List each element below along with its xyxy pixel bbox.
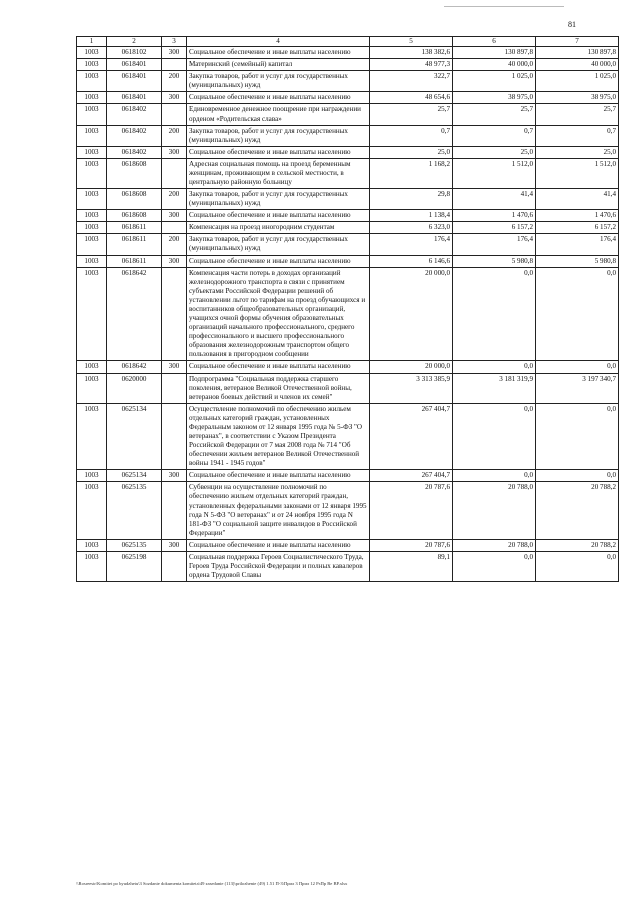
target-article-code: 0618611	[107, 234, 162, 255]
table-row	[77, 104, 619, 125]
description: Адресная социальная помощь на проезд беременным женщинам, проживающим в сельской местности, в центральную районную больницу	[187, 158, 370, 188]
top-rule	[444, 6, 564, 7]
expense-type-code: 200	[162, 234, 187, 255]
amount-col6: 1 512,0	[453, 158, 536, 188]
expense-type-code: 200	[162, 71, 187, 92]
amount-col7: 0,0	[536, 403, 619, 470]
expense-type-code	[162, 59, 187, 71]
description: Закупка товаров, работ и услуг для государственных (муниципальных) нужд	[187, 71, 370, 92]
amount-col5: 25,7	[370, 104, 453, 125]
amount-col5: 3 313 385,9	[370, 373, 453, 403]
amount-col6: 176,4	[453, 234, 536, 255]
amount-col5: 322,7	[370, 71, 453, 92]
amount-col7: 41,4	[536, 189, 619, 210]
section-code: 1003	[77, 267, 107, 361]
description: Социальное обеспечение и иные выплаты населению	[187, 146, 370, 158]
expense-type-code: 300	[162, 539, 187, 551]
amount-col6: 0,7	[453, 125, 536, 146]
description: Социальное обеспечение и иные выплаты населению	[187, 255, 370, 267]
section-code: 1003	[77, 470, 107, 482]
section-code: 1003	[77, 403, 107, 470]
amount-col5: 29,8	[370, 189, 453, 210]
expense-type-code: 300	[162, 92, 187, 104]
amount-col5: 6 146,6	[370, 255, 453, 267]
amount-col5: 138 382,6	[370, 47, 453, 59]
amount-col6: 0,0	[453, 267, 536, 361]
expense-type-code: 200	[162, 189, 187, 210]
description: Социальное обеспечение и иные выплаты населению	[187, 539, 370, 551]
table-row	[77, 92, 619, 104]
expense-type-code: 300	[162, 361, 187, 373]
expense-type-code: 300	[162, 470, 187, 482]
description: Социальное обеспечение и иные выплаты населению	[187, 47, 370, 59]
section-code: 1003	[77, 551, 107, 581]
amount-col5: 20 000,0	[370, 361, 453, 373]
expense-type-code	[162, 158, 187, 188]
expense-type-code	[162, 267, 187, 361]
amount-col7: 25,7	[536, 104, 619, 125]
section-code: 1003	[77, 92, 107, 104]
amount-col6: 0,0	[453, 361, 536, 373]
amount-col7: 130 897,8	[536, 47, 619, 59]
amount-col7: 20 788,2	[536, 539, 619, 551]
section-code: 1003	[77, 104, 107, 125]
amount-col6: 130 897,8	[453, 47, 536, 59]
target-article-code: 0625134	[107, 470, 162, 482]
expense-type-code	[162, 482, 187, 539]
amount-col5: 0,7	[370, 125, 453, 146]
table-row	[77, 234, 619, 255]
amount-col6: 3 181 319,9	[453, 373, 536, 403]
section-code: 1003	[77, 482, 107, 539]
amount-col6: 1 470,6	[453, 210, 536, 222]
expense-type-code	[162, 373, 187, 403]
target-article-code: 0618401	[107, 71, 162, 92]
description: Осуществление полномочий по обеспечению жильем отдельных категорий граждан, установленных Федеральным законом от 12 января 1995 года № 5-ФЗ "О ветеранах", в соответствии с Указом Президента Российской Федерации от 7 мая 2008 года № 714 "Об обеспечении жильем ветеранов Великой Отечественной войны 1941 - 1945 годов"	[187, 403, 370, 470]
amount-col7: 0,0	[536, 470, 619, 482]
amount-col7: 25,0	[536, 146, 619, 158]
amount-col7: 0,0	[536, 267, 619, 361]
table-row	[77, 255, 619, 267]
amount-col7: 5 980,8	[536, 255, 619, 267]
table-row	[77, 158, 619, 188]
amount-col5: 48 654,6	[370, 92, 453, 104]
table-row	[77, 482, 619, 539]
amount-col6: 41,4	[453, 189, 536, 210]
table-row	[77, 361, 619, 373]
section-code: 1003	[77, 373, 107, 403]
table-row	[77, 210, 619, 222]
column-header-2: 2	[107, 37, 162, 47]
amount-col7: 0,0	[536, 551, 619, 581]
amount-col6: 0,0	[453, 470, 536, 482]
section-code: 1003	[77, 71, 107, 92]
footer-file-path: \\Rosreestr\Komitet po byudzhetu\3 Sozdanie dokumenta komiteta\49 zasedanie (113)\prilozhenie (49) 1.51 П-3\Прил 3 Прил 12 РзПр Ве ВР.xlsx	[76, 881, 348, 886]
description: Социальное обеспечение и иные выплаты населению	[187, 210, 370, 222]
amount-col7: 3 197 340,7	[536, 373, 619, 403]
expense-type-code: 300	[162, 210, 187, 222]
section-code: 1003	[77, 59, 107, 71]
table-row	[77, 551, 619, 581]
target-article-code: 0618642	[107, 361, 162, 373]
table-row	[77, 222, 619, 234]
amount-col5: 1 168,2	[370, 158, 453, 188]
target-article-code: 0618608	[107, 189, 162, 210]
column-header-1: 1	[77, 37, 107, 47]
amount-col5: 20 787,6	[370, 539, 453, 551]
amount-col7: 1 025,0	[536, 71, 619, 92]
expense-type-code	[162, 222, 187, 234]
description: Закупка товаров, работ и услуг для государственных (муниципальных) нужд	[187, 234, 370, 255]
amount-col7: 6 157,2	[536, 222, 619, 234]
table-row	[77, 47, 619, 59]
amount-col7: 1 470,6	[536, 210, 619, 222]
amount-col5: 25,0	[370, 146, 453, 158]
target-article-code: 0618401	[107, 59, 162, 71]
amount-col6: 40 000,0	[453, 59, 536, 71]
column-header-7: 7	[536, 37, 619, 47]
amount-col7: 40 000,0	[536, 59, 619, 71]
description: Субвенции на осуществление полномочий по обеспечению жильем отдельных категорий граждан, установленных федеральными законами от 12 января 1995 года N 5-ФЗ "О ветеранах" и от 24 ноября 1995 года N 181-ФЗ "О социальной защите инвалидов в Российской Федерации"	[187, 482, 370, 539]
description: Социальное обеспечение и иные выплаты населению	[187, 470, 370, 482]
section-code: 1003	[77, 125, 107, 146]
description: Социальная поддержка Героев Социалистического Труда, Героев Труда Российской Федерации и полных кавалеров ордена Трудовой Славы	[187, 551, 370, 581]
amount-col7: 0,0	[536, 361, 619, 373]
table-row	[77, 71, 619, 92]
table-row	[77, 267, 619, 361]
description: Социальное обеспечение и иные выплаты населению	[187, 92, 370, 104]
table-row	[77, 125, 619, 146]
target-article-code: 0618608	[107, 210, 162, 222]
target-article-code: 0618401	[107, 92, 162, 104]
expense-type-code	[162, 551, 187, 581]
amount-col5: 6 323,0	[370, 222, 453, 234]
amount-col5: 176,4	[370, 234, 453, 255]
target-article-code: 0618608	[107, 158, 162, 188]
column-header-6: 6	[453, 37, 536, 47]
amount-col6: 20 788,0	[453, 539, 536, 551]
amount-col5: 20 000,0	[370, 267, 453, 361]
amount-col6: 0,0	[453, 551, 536, 581]
amount-col7: 0,7	[536, 125, 619, 146]
expense-type-code	[162, 104, 187, 125]
section-code: 1003	[77, 189, 107, 210]
target-article-code: 0618402	[107, 104, 162, 125]
table-row	[77, 539, 619, 551]
table-row	[77, 59, 619, 71]
column-header-4: 4	[187, 37, 370, 47]
amount-col7: 176,4	[536, 234, 619, 255]
amount-col6: 20 788,0	[453, 482, 536, 539]
target-article-code: 0625135	[107, 539, 162, 551]
amount-col6: 25,0	[453, 146, 536, 158]
column-header-3: 3	[162, 37, 187, 47]
amount-col5: 48 977,3	[370, 59, 453, 71]
amount-col5: 20 787,6	[370, 482, 453, 539]
page-number: 81	[568, 20, 576, 29]
amount-col7: 20 788,2	[536, 482, 619, 539]
amount-col7: 38 975,0	[536, 92, 619, 104]
target-article-code: 0625135	[107, 482, 162, 539]
amount-col6: 0,0	[453, 403, 536, 470]
amount-col6: 38 975,0	[453, 92, 536, 104]
budget-table	[76, 36, 619, 582]
section-code: 1003	[77, 361, 107, 373]
description: Подпрограмма "Социальная поддержка старшего поколения, ветеранов Великой Отечественной войны, ветеранов боевых действий и членов их семей"	[187, 373, 370, 403]
description: Материнский (семейный) капитал	[187, 59, 370, 71]
section-code: 1003	[77, 158, 107, 188]
description: Единовременное денежное поощрение при награждении орденом «Родительская слава»	[187, 104, 370, 125]
description: Компенсация на проезд иногородним студентам	[187, 222, 370, 234]
target-article-code: 0618611	[107, 255, 162, 267]
target-article-code: 0625198	[107, 551, 162, 581]
table-row	[77, 470, 619, 482]
target-article-code: 0620000	[107, 373, 162, 403]
description: Социальное обеспечение и иные выплаты населению	[187, 361, 370, 373]
section-code: 1003	[77, 222, 107, 234]
expense-type-code: 300	[162, 255, 187, 267]
table-row	[77, 189, 619, 210]
amount-col6: 5 980,8	[453, 255, 536, 267]
target-article-code: 0625134	[107, 403, 162, 470]
section-code: 1003	[77, 210, 107, 222]
amount-col6: 6 157,2	[453, 222, 536, 234]
expense-type-code	[162, 403, 187, 470]
amount-col7: 1 512,0	[536, 158, 619, 188]
target-article-code: 0618102	[107, 47, 162, 59]
column-header-5: 5	[370, 37, 453, 47]
table-row	[77, 403, 619, 470]
expense-type-code: 300	[162, 146, 187, 158]
expense-type-code: 300	[162, 47, 187, 59]
amount-col5: 1 138,4	[370, 210, 453, 222]
description: Компенсация части потерь в доходах организаций железнодорожного транспорта в связи с принятием субъектами Российской Федерации решений об установлении льгот по тарифам на проезд обучающихся и воспитанников общеобразовательных организаций, учащихся очной формы обучения образовательных организаций начального профессионального, среднего профессионального и высшего профессионального образования железнодорожным транспортом общего пользования в пригородном сообщении	[187, 267, 370, 361]
section-code: 1003	[77, 47, 107, 59]
target-article-code: 0618402	[107, 146, 162, 158]
description: Закупка товаров, работ и услуг для государственных (муниципальных) нужд	[187, 125, 370, 146]
amount-col5: 267 404,7	[370, 403, 453, 470]
section-code: 1003	[77, 146, 107, 158]
table-row	[77, 373, 619, 403]
expense-type-code: 200	[162, 125, 187, 146]
table-body	[77, 47, 619, 582]
amount-col6: 1 025,0	[453, 71, 536, 92]
target-article-code: 0618642	[107, 267, 162, 361]
table-row	[77, 146, 619, 158]
amount-col5: 89,1	[370, 551, 453, 581]
description: Закупка товаров, работ и услуг для государственных (муниципальных) нужд	[187, 189, 370, 210]
section-code: 1003	[77, 234, 107, 255]
section-code: 1003	[77, 539, 107, 551]
target-article-code: 0618611	[107, 222, 162, 234]
section-code: 1003	[77, 255, 107, 267]
header-row	[77, 37, 619, 47]
target-article-code: 0618402	[107, 125, 162, 146]
amount-col5: 267 404,7	[370, 470, 453, 482]
amount-col6: 25,7	[453, 104, 536, 125]
